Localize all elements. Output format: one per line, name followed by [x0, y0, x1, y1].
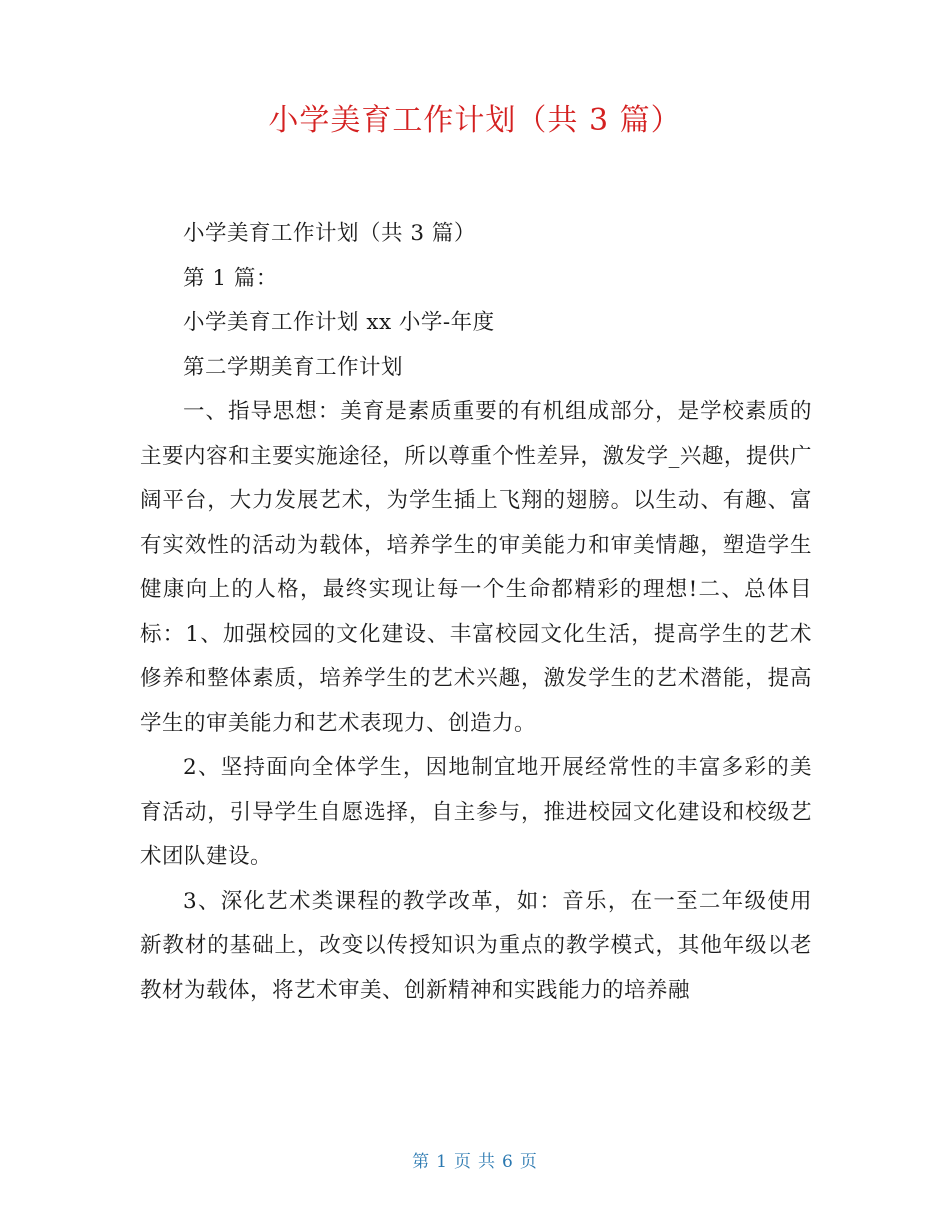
paragraph-semester: 第二学期美育工作计划 — [183, 354, 404, 380]
page-footer — [0, 1150, 950, 1174]
footer-total-pages: 6 — [502, 1152, 514, 1172]
document-body — [140, 212, 812, 1013]
paragraph-item-2: 2、坚持面向全体学生，因地制宜地开展经常性的丰富多彩的美育活动，引导学生自愿选择，自主参与，推进校园文化建设和校级艺术团队建设。 — [140, 755, 812, 869]
paragraph-guiding-ideology: 一、指导思想：美育是素质重要的有机组成部分，是学校素质的主要内容和主要实施途径，所以尊重个性差异，激发学_兴趣，提供广阔平台，大力发展艺术，为学生插上飞翔的翅膀。以生动、有趣、富有实效性的活动为载体，培养学生的审美能力和审美情趣，塑造学生健康向上的人格，最终实现让每一个生命都精彩的理想!二、总体目标：1、加强校园的文化建设、丰富校园文化生活，提高学生的艺术修养和整体素质，培养学生的艺术兴趣，激发学生的艺术潜能，提高学生的审美能力和艺术表现力、创造力。 — [140, 399, 812, 736]
document-title: 小学美育工作计划（共 3 篇） — [268, 103, 682, 138]
footer-word-page: 第 — [412, 1152, 431, 1172]
paragraph-item-3: 3、深化艺术类课程的教学改革，如：音乐，在一至二年级使用新教材的基础上，改变以传授知识为重点的教学模式，其他年级以老教材为载体，将艺术审美、创新精神和实践能力的培养融 — [140, 888, 812, 1003]
footer-current-page: 1 — [436, 1152, 448, 1172]
paragraph-part-label: 第 1 篇： — [183, 265, 278, 291]
paragraph-plan-title: 小学美育工作计划 xx 小学-年度 — [183, 310, 495, 335]
footer-word-total: 共 — [478, 1152, 496, 1172]
footer-word-pages: 页 — [519, 1152, 538, 1172]
footer-word-of: 页 — [454, 1152, 472, 1172]
paragraph-heading: 小学美育工作计划（共 3 篇） — [183, 221, 476, 246]
